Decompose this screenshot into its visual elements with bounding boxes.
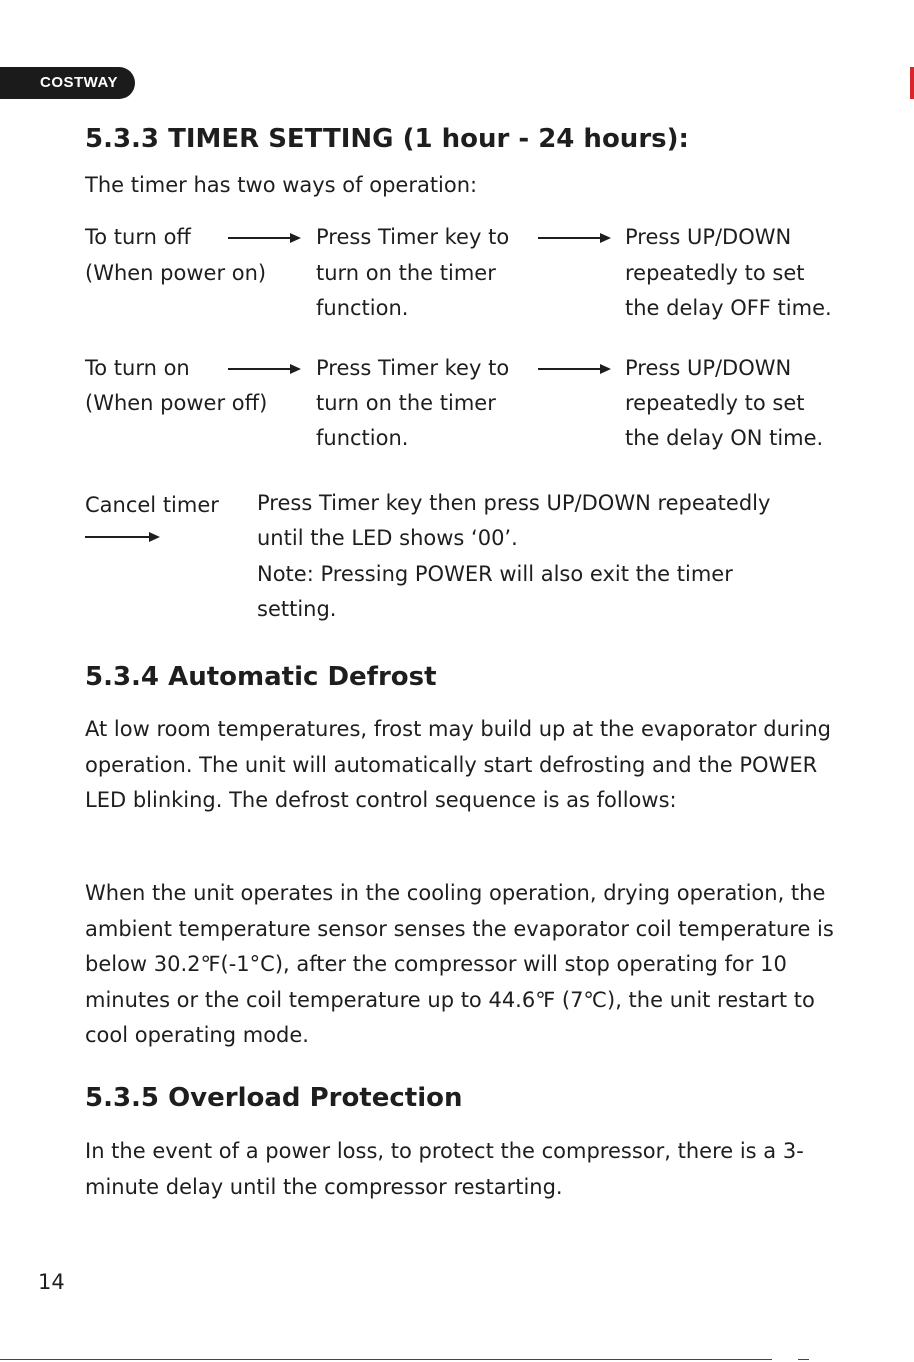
step-line: Press Timer key to <box>316 225 510 249</box>
condition-line: (When power on) <box>85 261 267 285</box>
footer-rule <box>0 1359 772 1360</box>
overload-heading: 5.3.5 Overload Protection <box>85 1083 463 1113</box>
step-line: turn on the timer <box>316 391 496 415</box>
timer-intro: The timer has two ways of operation: <box>85 173 478 197</box>
condition-line: To turn off <box>85 225 191 249</box>
page-number: 14 <box>38 1270 65 1294</box>
brand-logo: COSTWAY <box>0 67 135 99</box>
condition-line: To turn on <box>85 356 190 380</box>
result-line: repeatedly to set <box>625 391 805 415</box>
result-line: Press UP/DOWN <box>625 356 792 380</box>
arrow-right-icon <box>85 531 160 543</box>
result-line: the delay OFF time. <box>625 296 832 320</box>
step-line: Press Timer key to <box>316 356 510 380</box>
result-line: repeatedly to set <box>625 261 805 285</box>
result-line: Press UP/DOWN <box>625 225 792 249</box>
result-line: the delay ON time. <box>625 426 824 450</box>
cancel-timer-label: Cancel timer <box>85 493 219 517</box>
defrost-paragraph-2: When the unit operates in the cooling operation, drying operation, the ambient temperature sensor senses the evaporator coil temperature is below 30.2℉(-1°C), after the compressor will stop operating for 10 minutes or the coil temperature up to 44.6℉ (7℃), the unit restart to cool operating mode. <box>85 881 834 1047</box>
cancel-line: until the LED shows ‘00’. <box>257 526 518 550</box>
cancel-line: Press Timer key then press UP/DOWN repeatedly <box>257 491 771 515</box>
arrow-right-icon <box>538 363 611 375</box>
defrost-paragraph-1: At low room temperatures, frost may build up at the evaporator during operation. The unit will automatically start defrosting and the POWER LED blinking. The defrost control sequence is as follows: <box>85 717 832 812</box>
step-line: function. <box>316 426 409 450</box>
overload-paragraph: In the event of a power loss, to protect the compressor, there is a 3-minute delay until the compressor restarting. <box>85 1139 804 1199</box>
condition-line: (When power off) <box>85 391 268 415</box>
defrost-heading: 5.3.4 Automatic Defrost <box>85 662 437 692</box>
timer-heading: 5.3.3 TIMER SETTING (1 hour - 24 hours): <box>85 124 689 154</box>
arrow-right-icon <box>228 363 301 375</box>
footer-mark <box>798 1359 809 1360</box>
step-line: function. <box>316 296 409 320</box>
cancel-note: Note: Pressing POWER will also exit the timer <box>257 562 733 586</box>
arrow-right-icon <box>228 232 301 244</box>
arrow-right-icon <box>538 232 611 244</box>
step-line: turn on the timer <box>316 261 496 285</box>
cancel-note: setting. <box>257 597 337 621</box>
edge-marker <box>910 67 914 99</box>
